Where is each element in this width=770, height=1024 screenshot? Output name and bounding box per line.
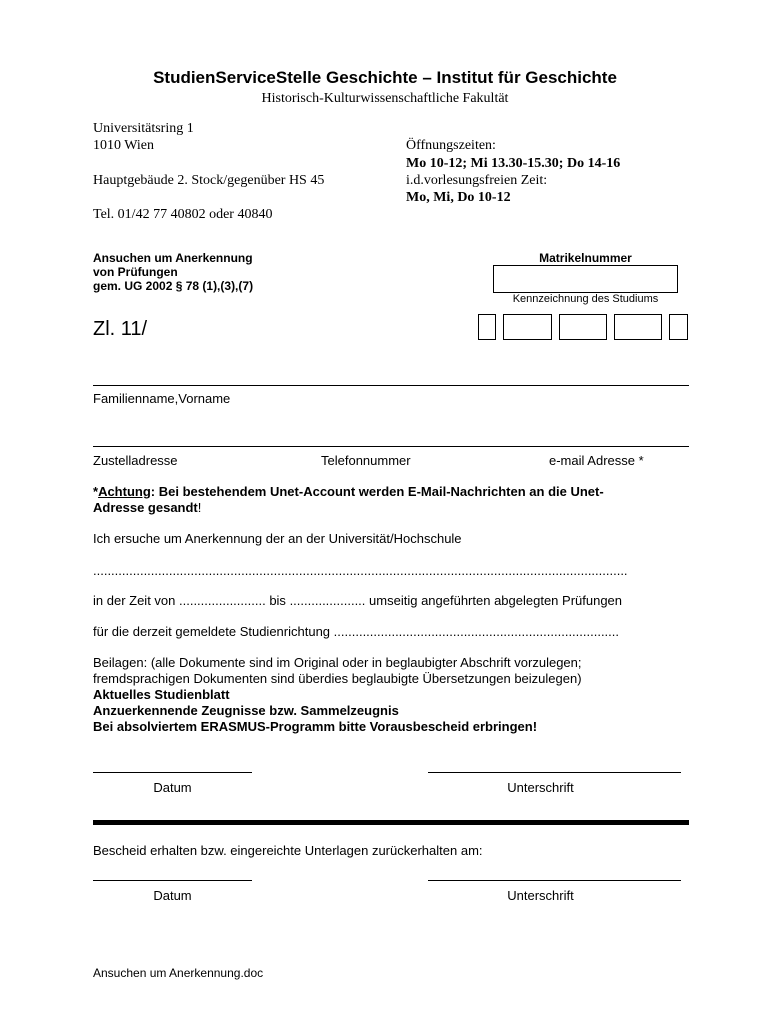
hours-regular: Mo 10-12; Mi 13.30-15.30; Do 14-16: [406, 156, 621, 171]
reference-number: Zl. 11/: [93, 318, 148, 340]
date-line-1[interactable]: [93, 772, 252, 773]
address-city: 1010 Wien: [93, 138, 155, 153]
period-prefix: in der Zeit von: [93, 593, 176, 608]
period-suffix: umseitig angeführten abgelegten Prüfungen: [369, 593, 623, 608]
attachment-item-1: Aktuelles Studienblatt: [93, 687, 230, 702]
attachments-line2: fremdsprachigen Dokumenten sind überdies beglaubigte Übersetzungen beizulegen): [93, 671, 582, 686]
period-from-field[interactable]: ........................: [179, 593, 266, 608]
date-label-1: Datum: [153, 780, 192, 795]
date-line-2[interactable]: [93, 880, 252, 881]
page-title: StudienServiceStelle Geschichte – Institut für Geschichte: [153, 68, 617, 87]
date-label-2: Datum: [153, 888, 192, 903]
notice-text2: Adresse gesandt: [93, 500, 198, 515]
hours-break-label: i.d.vorlesungsfreien Zeit:: [406, 173, 548, 188]
page-subtitle: Historisch-Kulturwissenschaftliche Fakultät: [261, 91, 509, 106]
period-line: [93, 593, 622, 609]
request-title-line2: von Prüfungen: [93, 265, 178, 279]
attachment-item-2: Anzuerkennende Zeugnisse bzw. Sammelzeugnis: [93, 703, 399, 718]
receipt-text: Bescheid erhalten bzw. eingereichte Unterlagen zurückerhalten am:: [93, 843, 483, 858]
study-code-box-3[interactable]: [559, 314, 607, 340]
notice-line2: [93, 500, 201, 515]
request-text: Ich ersuche um Anerkennung der an der Universität/Hochschule: [93, 531, 462, 546]
email-label: e-mail Adresse *: [549, 453, 644, 468]
study-code-box-4[interactable]: [614, 314, 662, 340]
signature-line-1[interactable]: [428, 772, 681, 773]
phone-label: Telefonnummer: [321, 453, 411, 468]
footer-filename: Ansuchen um Anerkennung.doc: [93, 966, 264, 980]
delivery-address-label: Zustelladresse: [93, 453, 178, 468]
notice-achtung: Achtung: [98, 484, 151, 499]
study-field[interactable]: ...............................................................................: [333, 624, 620, 639]
address-phone: Tel. 01/42 77 40802 oder 40840: [93, 207, 273, 222]
signature-label-2: Unterschrift: [507, 888, 574, 903]
address-street: Universitätsring 1: [93, 121, 194, 136]
signature-line-2[interactable]: [428, 880, 681, 881]
university-dotted-line[interactable]: ....................................................................................................................................................: [93, 563, 628, 578]
contact-line[interactable]: [93, 446, 689, 447]
study-code-box-1[interactable]: [478, 314, 496, 340]
period-to-field[interactable]: .....................: [289, 593, 366, 608]
hours-label: Öffnungszeiten:: [406, 138, 496, 153]
attachments-line1: Beilagen: (alle Dokumente sind im Original oder in beglaubigter Abschrift vorzulegen;: [93, 655, 582, 670]
attachment-item-3: Bei absolviertem ERASMUS-Programm bitte Vorausbescheid erbringen!: [93, 719, 538, 734]
period-mid: bis: [269, 593, 286, 608]
notice-text1: : Bei bestehendem Unet-Account werden E-Mail-Nachrichten an die Unet-: [150, 484, 604, 499]
request-title-line1: Ansuchen um Anerkennung: [93, 251, 253, 265]
hours-break: Mo, Mi, Do 10-12: [406, 190, 511, 205]
name-label: Familienname,Vorname: [93, 391, 231, 406]
notice-line1: [93, 484, 604, 499]
matrikel-input[interactable]: [493, 265, 678, 293]
study-line: [93, 624, 619, 640]
request-title-line3: gem. UG 2002 § 78 (1),(3),(7): [93, 279, 254, 293]
signature-label-1: Unterschrift: [507, 780, 574, 795]
study-code-box-2[interactable]: [503, 314, 552, 340]
notice-star: *: [93, 484, 99, 499]
section-divider: [93, 820, 689, 825]
study-prefix: für die derzeit gemeldete Studienrichtung: [93, 624, 331, 639]
address-building: Hauptgebäude 2. Stock/gegenüber HS 45: [93, 173, 325, 188]
name-line[interactable]: [93, 385, 689, 386]
study-code-box-5[interactable]: [669, 314, 688, 340]
matrikel-label: Matrikelnummer: [539, 251, 632, 265]
notice-text2-end: !: [197, 500, 202, 515]
study-code-label: Kennzeichnung des Studiums: [512, 293, 659, 305]
